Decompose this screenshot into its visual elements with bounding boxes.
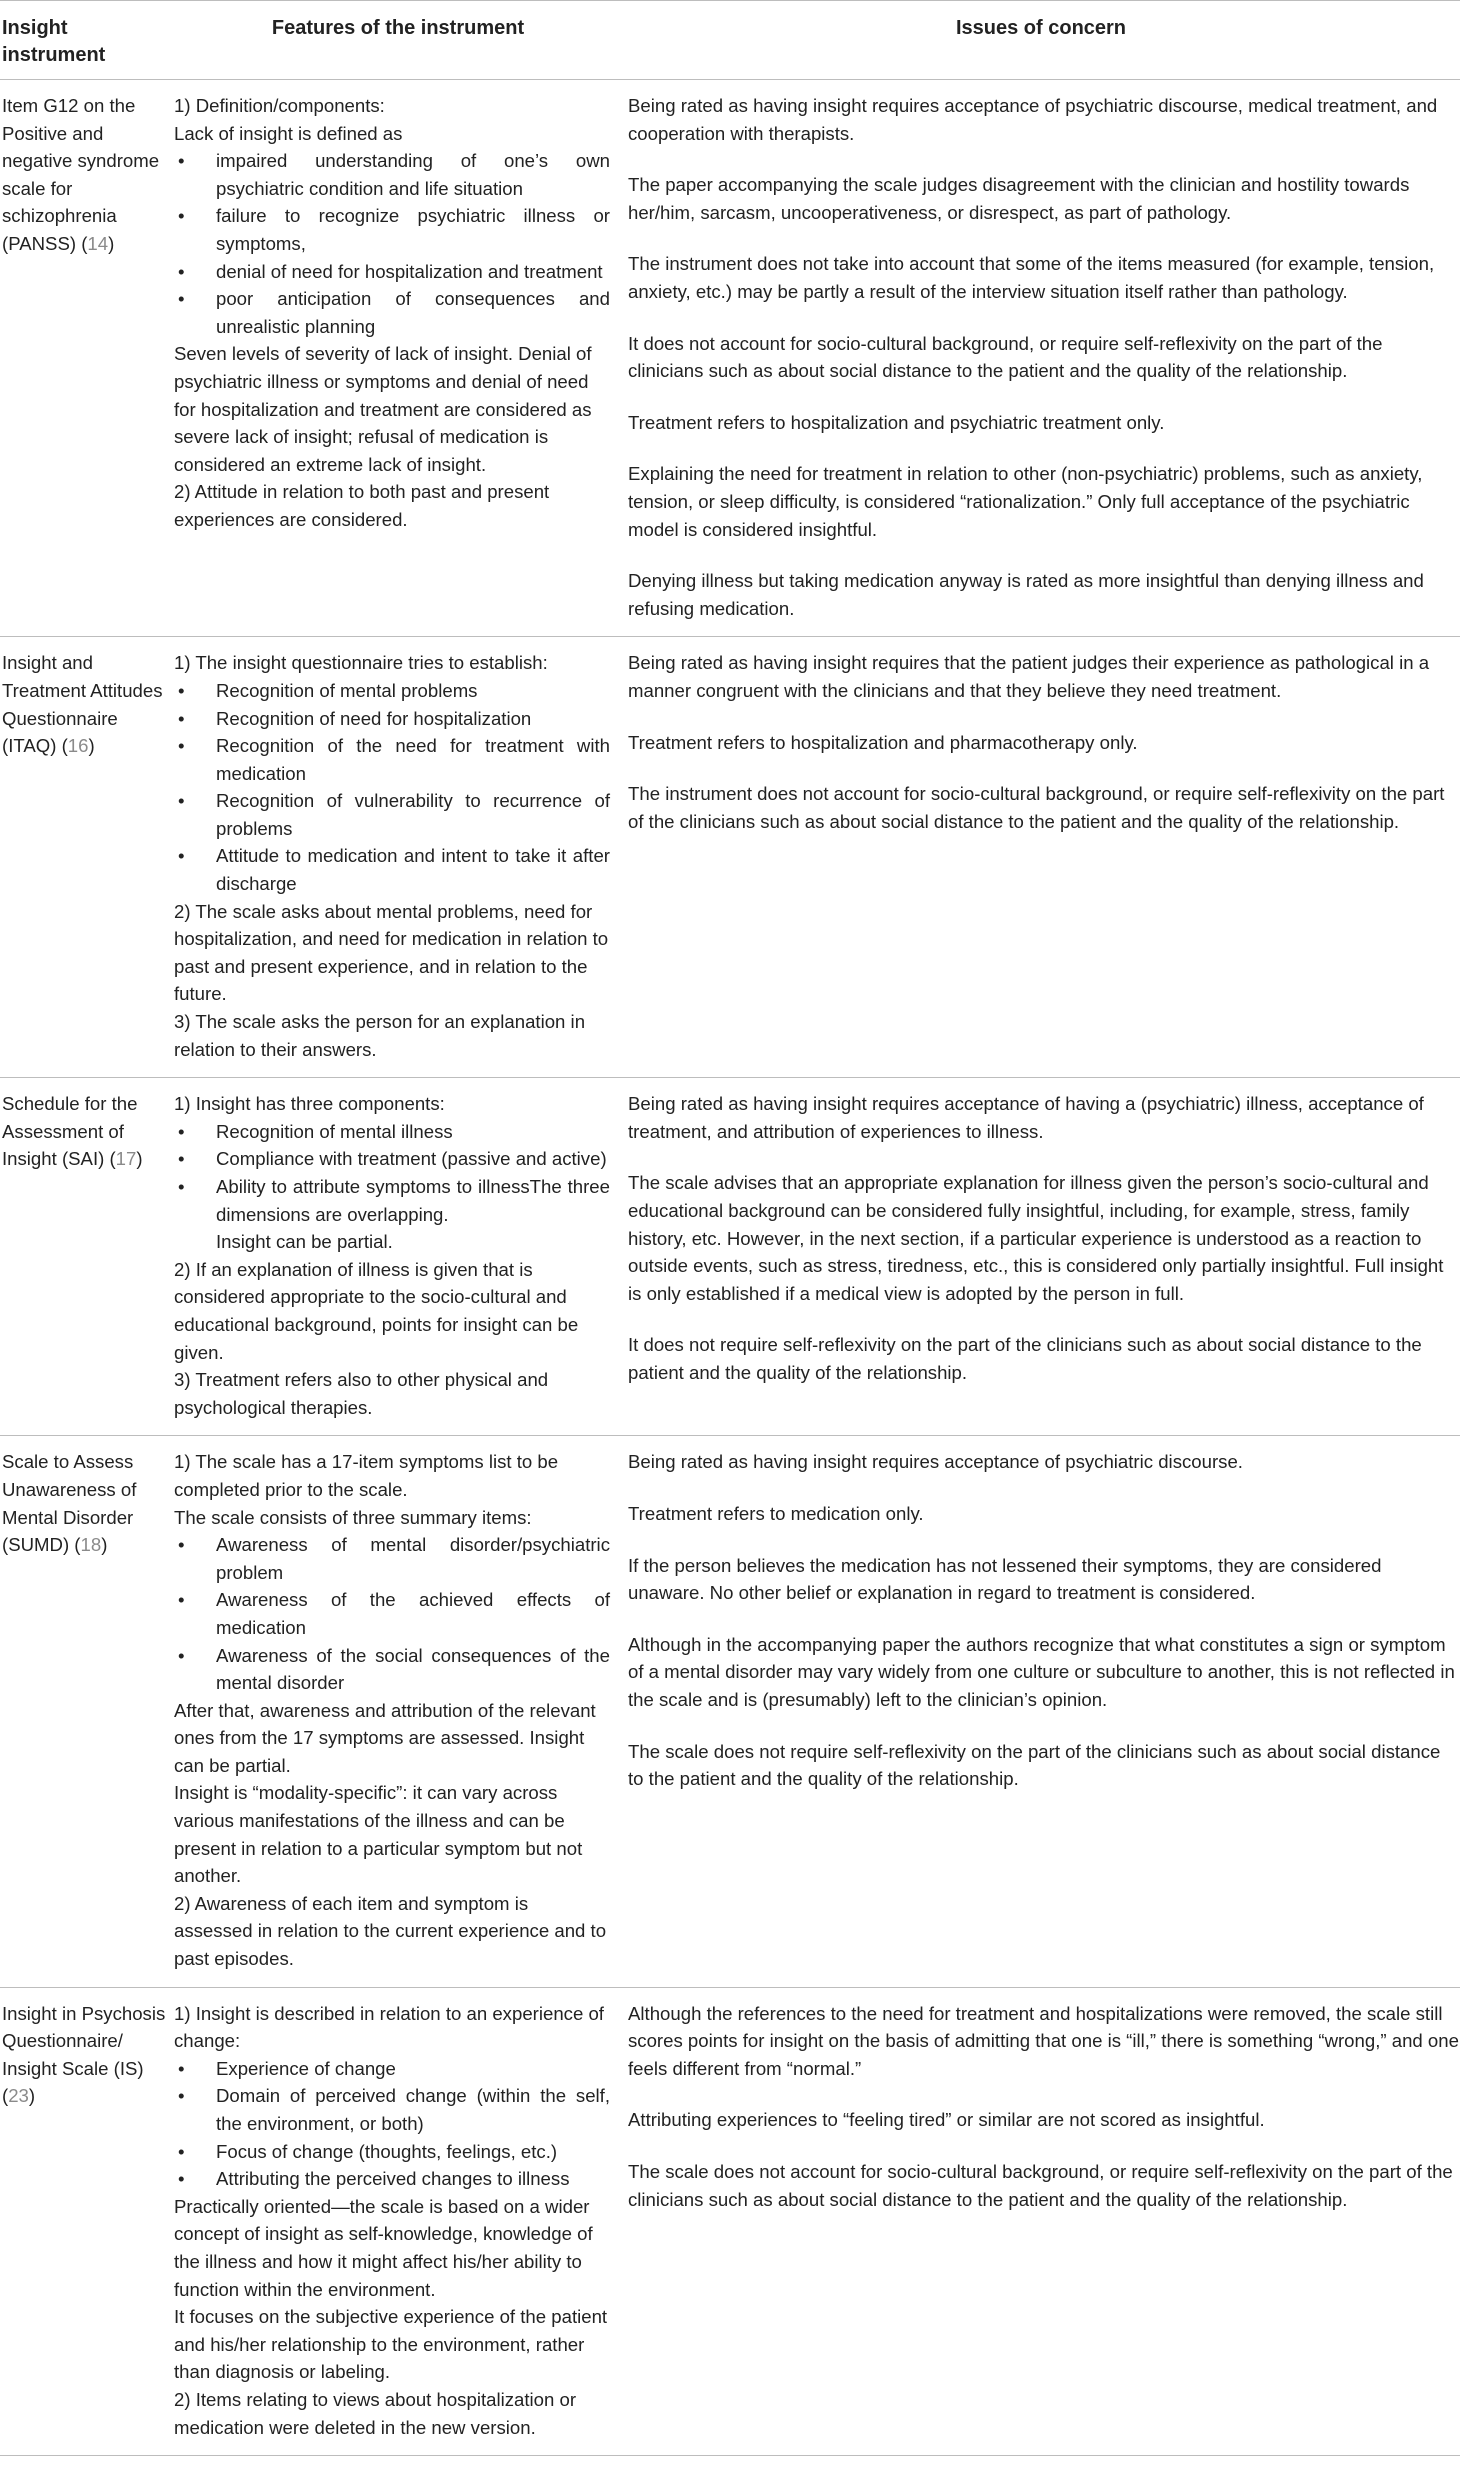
feature-bullet-item	[174, 2082, 610, 2137]
bullet-glyph: •	[178, 205, 185, 227]
bullet-glyph: •	[178, 2057, 185, 2079]
instrument-name: Insight in Psychosis Questionnaire/ Insight Scale (IS)	[2, 2002, 166, 2079]
feature-text: Seven levels of severity of lack of insight. Denial of psychiatric illness or symptoms and denial of need for hospitalization and treatment are considered as severe lack of insight; refusal of medication is considered an extreme lack of insight.	[174, 343, 592, 475]
feature-bullet-item	[174, 147, 610, 202]
feature-bullet-text: Compliance with treatment (passive and active)	[216, 1148, 607, 1170]
bullet-glyph: •	[178, 150, 185, 172]
feature-text: 2) Items relating to views about hospitalization or medication were deleted in the new version.	[174, 2388, 577, 2438]
feature-bullet-text: Attitude to medication and intent to take it after discharge	[216, 845, 610, 895]
table-row	[0, 1436, 1460, 1987]
feature-text: 1) Insight is described in relation to an experience of change:	[174, 2002, 604, 2052]
issue-paragraph: The instrument does not account for socio-cultural background, or require self-reflexivity on the part of the clinicians such as about social distance to the patient and the quality of the relationship.	[628, 783, 1445, 832]
feature-bullet-item	[174, 2138, 610, 2166]
feature-text: Lack of insight is defined as	[174, 122, 403, 144]
instrument-cell: Item G12 on the Positive and negative syndrome scale for schizophrenia (PANSS) (14)	[0, 80, 174, 637]
feature-bullet-text: Awareness of the achieved effects of medication	[216, 1589, 610, 1638]
reference-number: 14	[87, 232, 109, 254]
issues-cell	[622, 1987, 1460, 2456]
feature-bullet-item	[174, 258, 610, 286]
issue-paragraph: Denying illness but taking medication anyway is rated as more insightful than denying illness and refusing medication.	[628, 570, 1424, 619]
feature-bullet-text: denial of need for hospitalization and treatment	[216, 260, 603, 282]
issue-paragraph: Treatment refers to medication only.	[628, 1502, 924, 1524]
issues-cell	[622, 1078, 1460, 1436]
feature-bullet-item	[174, 2165, 610, 2193]
features-cell	[174, 80, 622, 637]
feature-bullet-text: Recognition of need for hospitalization	[216, 707, 532, 729]
instrument-name: Schedule for the Assessment of Insight (SAI)	[2, 1093, 138, 1170]
bullet-glyph: •	[178, 845, 185, 867]
issue-paragraph: It does not require self-reflexivity on the part of the clinicians such as about social distance to the patient and the quality of the relationship.	[628, 1334, 1422, 1383]
feature-text: 2) Attitude in relation to both past and present experiences are considered.	[174, 481, 550, 530]
reference-number: 18	[80, 1534, 102, 1556]
instrument-cell: Insight in Psychosis Questionnaire/ Insight Scale (IS) (23)	[0, 1987, 174, 2456]
feature-bullet-text: Awareness of mental disorder/psychiatric problem	[216, 1534, 610, 1583]
feature-text: 2) The scale asks about mental problems, need for hospitalization, and need for medication in relation to past and present experience, and in relation to the future.	[174, 900, 609, 1005]
instrument-cell: Scale to Assess Unawareness of Mental Disorder (SUMD) (18)	[0, 1436, 174, 1987]
feature-text: 3) The scale asks the person for an explanation in relation to their answers.	[174, 1011, 586, 1060]
feature-bullet-item	[174, 677, 610, 705]
header-row	[0, 1, 1460, 80]
issue-paragraph: The paper accompanying the scale judges disagreement with the clinician and hostility towards her/him, sarcasm, uncooperativeness, or disrespect, as part of pathology.	[628, 174, 1410, 223]
bullet-glyph: •	[178, 1644, 185, 1666]
issues-cell	[622, 80, 1460, 637]
feature-bullet-item	[174, 732, 610, 787]
table-row	[0, 1987, 1460, 2456]
feature-bullet-text: Domain of perceived change (within the self, the environment, or both)	[216, 2085, 610, 2134]
issue-paragraph: The scale advises that an appropriate explanation for illness given the person’s socio-cultural and educational background can be considered fully insightful, including, for example, stress, family history, etc. However, in the next section, if a particular experience is understood as a reaction to outside events, such as stress, tiredness, etc., this is considered only partially insightful. Full insight is only established if a medical view is adopted by the person in full.	[628, 1172, 1444, 1304]
feature-text: Insight is “modality-specific”: it can vary across various manifestations of the illness and can be present in relation to a particular symptom but not another.	[174, 1782, 583, 1887]
bullet-glyph: •	[178, 288, 185, 310]
issue-paragraph: Treatment refers to hospitalization and psychiatric treatment only.	[628, 411, 1165, 433]
issue-paragraph: The instrument does not take into account that some of the items measured (for example, tension, anxiety, etc.) may be partly a result of the interview situation itself rather than pathology.	[628, 253, 1435, 302]
issue-paragraph: Being rated as having insight requires that the patient judges their experience as pathological in a manner congruent with the clinicians and that they believe they need treatment.	[628, 652, 1430, 701]
table-row	[0, 1078, 1460, 1436]
reference-number: 17	[115, 1148, 137, 1170]
instrument-cell: Insight and Treatment Attitudes Questionnaire (ITAQ) (16)	[0, 637, 174, 1078]
bullet-glyph: •	[178, 2168, 185, 2190]
features-cell	[174, 1078, 622, 1436]
table-body	[0, 80, 1460, 2456]
issue-paragraph: Although the references to the need for treatment and hospitalizations were removed, the scale still scores points for insight on the basis of admitting that one is “ill,” there is something “wrong,” and one feels different from “normal.”	[628, 2002, 1459, 2079]
feature-bullet-text: failure to recognize psychiatric illness or symptoms,	[216, 205, 610, 254]
issues-cell	[622, 1436, 1460, 1987]
issues-cell	[622, 637, 1460, 1078]
feature-text: Practically oriented—the scale is based on a wider concept of insight as self-knowledge, knowledge of the illness and how it might affect his/her ability to function within the environment.	[174, 2195, 593, 2300]
feature-bullet-text: Recognition of vulnerability to recurrence of problems	[216, 790, 610, 839]
instrument-name: Scale to Assess Unawareness of Mental Disorder (SUMD)	[2, 1451, 137, 1556]
issue-paragraph: The scale does not require self-reflexivity on the part of the clinicians such as about social distance to the patient and the quality of the relationship.	[628, 1740, 1441, 1790]
feature-bullet-item	[174, 285, 610, 340]
bullet-glyph: •	[178, 1120, 185, 1142]
bullet-glyph: •	[178, 2085, 185, 2107]
feature-bullet-text: Awareness of the social consequences of the mental disorder	[216, 1644, 610, 1694]
feature-text: The scale consists of three summary items:	[174, 1506, 532, 1528]
feature-bullet-continuation	[174, 1228, 610, 1256]
feature-bullet-item	[174, 1586, 610, 1641]
feature-bullet-item	[174, 1173, 610, 1228]
instrument-name: Insight and Treatment Attitudes Questionnaire (ITAQ)	[2, 652, 163, 757]
feature-text: 1) Insight has three components:	[174, 1093, 445, 1115]
feature-bullet-item	[174, 787, 610, 842]
bullet-glyph: •	[178, 1589, 185, 1611]
bullet-glyph: •	[178, 1148, 185, 1170]
table-header	[0, 1, 1460, 80]
feature-bullet-text: poor anticipation of consequences and unrealistic planning	[216, 288, 610, 337]
feature-text: 1) Definition/components:	[174, 95, 385, 116]
issue-paragraph: Explaining the need for treatment in relation to other (non-psychiatric) problems, such as anxiety, tension, or sleep difficulty, is considered “rationalization.” Only full acceptance of the psychiatric model is considered insightful.	[628, 463, 1423, 540]
issue-paragraph: Although in the accompanying paper the authors recognize that what constitutes a sign or symptom of a mental disorder may vary widely from one culture or subculture to another, this is not reflected in the scale and is (presumably) left to the clinician’s opinion.	[628, 1633, 1455, 1710]
feature-bullet-item	[174, 1145, 610, 1173]
bullet-glyph: •	[178, 679, 185, 701]
issue-paragraph: Being rated as having insight requires acceptance of having a (psychiatric) illness, acceptance of treatment, and attribution of experiences to illness.	[628, 1093, 1424, 1142]
bullet-glyph: •	[178, 707, 185, 729]
feature-text: 3) Treatment refers also to other physical and psychological therapies.	[174, 1369, 549, 1418]
feature-bullet-item	[174, 1118, 610, 1146]
feature-bullet-text: Focus of change (thoughts, feelings, etc.)	[216, 2140, 558, 2162]
feature-bullet-text: impaired understanding of one’s own psychiatric condition and life situation	[216, 150, 610, 199]
issue-paragraph: If the person believes the medication has not lessened their symptoms, they are considered unaware. No other belief or explanation in regard to treatment is considered.	[628, 1554, 1382, 1604]
feature-bullet-item	[174, 202, 610, 257]
feature-bullet-text: Recognition of the need for treatment with medication	[216, 735, 610, 784]
instrument-name: Item G12 on the Positive and negative syndrome scale for schizophrenia (PANSS)	[2, 95, 160, 254]
issue-paragraph: Being rated as having insight requires acceptance of psychiatric discourse, medical treatment, and cooperation with therapists.	[628, 95, 1438, 144]
features-cell	[174, 1987, 622, 2456]
bullet-glyph: •	[178, 790, 185, 812]
reference-number: 23	[8, 2085, 29, 2107]
bullet-glyph: •	[178, 260, 185, 282]
bullet-glyph: •	[178, 1176, 185, 1197]
instrument-cell: Schedule for the Assessment of Insight (SAI) (17)	[0, 1078, 174, 1436]
table-row	[0, 80, 1460, 637]
feature-text: 1) The insight questionnaire tries to establish:	[174, 652, 548, 674]
feature-bullet-text: Recognition of mental problems	[216, 679, 478, 701]
feature-bullet-item	[174, 1531, 610, 1586]
feature-bullet-text: Insight can be partial.	[216, 1231, 393, 1253]
issue-paragraph: Treatment refers to hospitalization and pharmacotherapy only.	[628, 731, 1138, 753]
bullet-glyph: •	[178, 2140, 185, 2162]
header-issues: Issues of concern	[622, 1, 1460, 80]
feature-bullet-item	[174, 705, 610, 733]
table-row	[0, 637, 1460, 1078]
bullet-glyph: •	[178, 735, 185, 757]
feature-text: 2) If an explanation of illness is given that is considered appropriate to the socio-cultural and educational background, points for insight can be given.	[174, 1258, 579, 1363]
feature-text: 1) The scale has a 17-item symptoms list to be completed prior to the scale.	[174, 1451, 559, 1500]
issue-paragraph: The scale does not account for socio-cultural background, or require self-reflexivity on the part of the clinicians such as about social distance to the patient and the quality of the relationship.	[628, 2161, 1453, 2210]
header-features: Features of the instrument	[174, 1, 622, 80]
feature-bullet-item	[174, 2055, 610, 2083]
features-cell	[174, 637, 622, 1078]
feature-bullet-item	[174, 842, 610, 897]
feature-bullet-text: Experience of change	[216, 2057, 396, 2079]
feature-bullet-text: Ability to attribute symptoms to illnessThe three dimensions are overlapping.	[216, 1176, 610, 1225]
feature-text: After that, awareness and attribution of the relevant ones from the 17 symptoms are assessed. Insight can be partial.	[174, 1699, 596, 1776]
features-cell	[174, 1436, 622, 1987]
reference-number: 16	[67, 735, 89, 757]
bullet-glyph: •	[178, 1534, 185, 1556]
feature-text: 2) Awareness of each item and symptom is assessed in relation to the current experience and to past episodes.	[174, 1892, 607, 1970]
issue-paragraph: Attributing experiences to “feeling tired” or similar are not scored as insightful.	[628, 2109, 1265, 2131]
feature-bullet-text: Recognition of mental illness	[216, 1120, 453, 1142]
issue-paragraph: Being rated as having insight requires acceptance of psychiatric discourse.	[628, 1451, 1243, 1473]
feature-bullet-text: Attributing the perceived changes to illness	[216, 2168, 570, 2190]
feature-text: It focuses on the subjective experience of the patient and his/her relationship to the environment, rather than diagnosis or labeling.	[174, 2306, 608, 2383]
header-insight-instrument: Insight instrument	[0, 1, 174, 80]
issue-paragraph: It does not account for socio-cultural background, or require self-reflexivity on the part of the clinicians such as about social distance to the patient and the quality of the relationship.	[628, 332, 1383, 382]
feature-bullet-item	[174, 1642, 610, 1697]
